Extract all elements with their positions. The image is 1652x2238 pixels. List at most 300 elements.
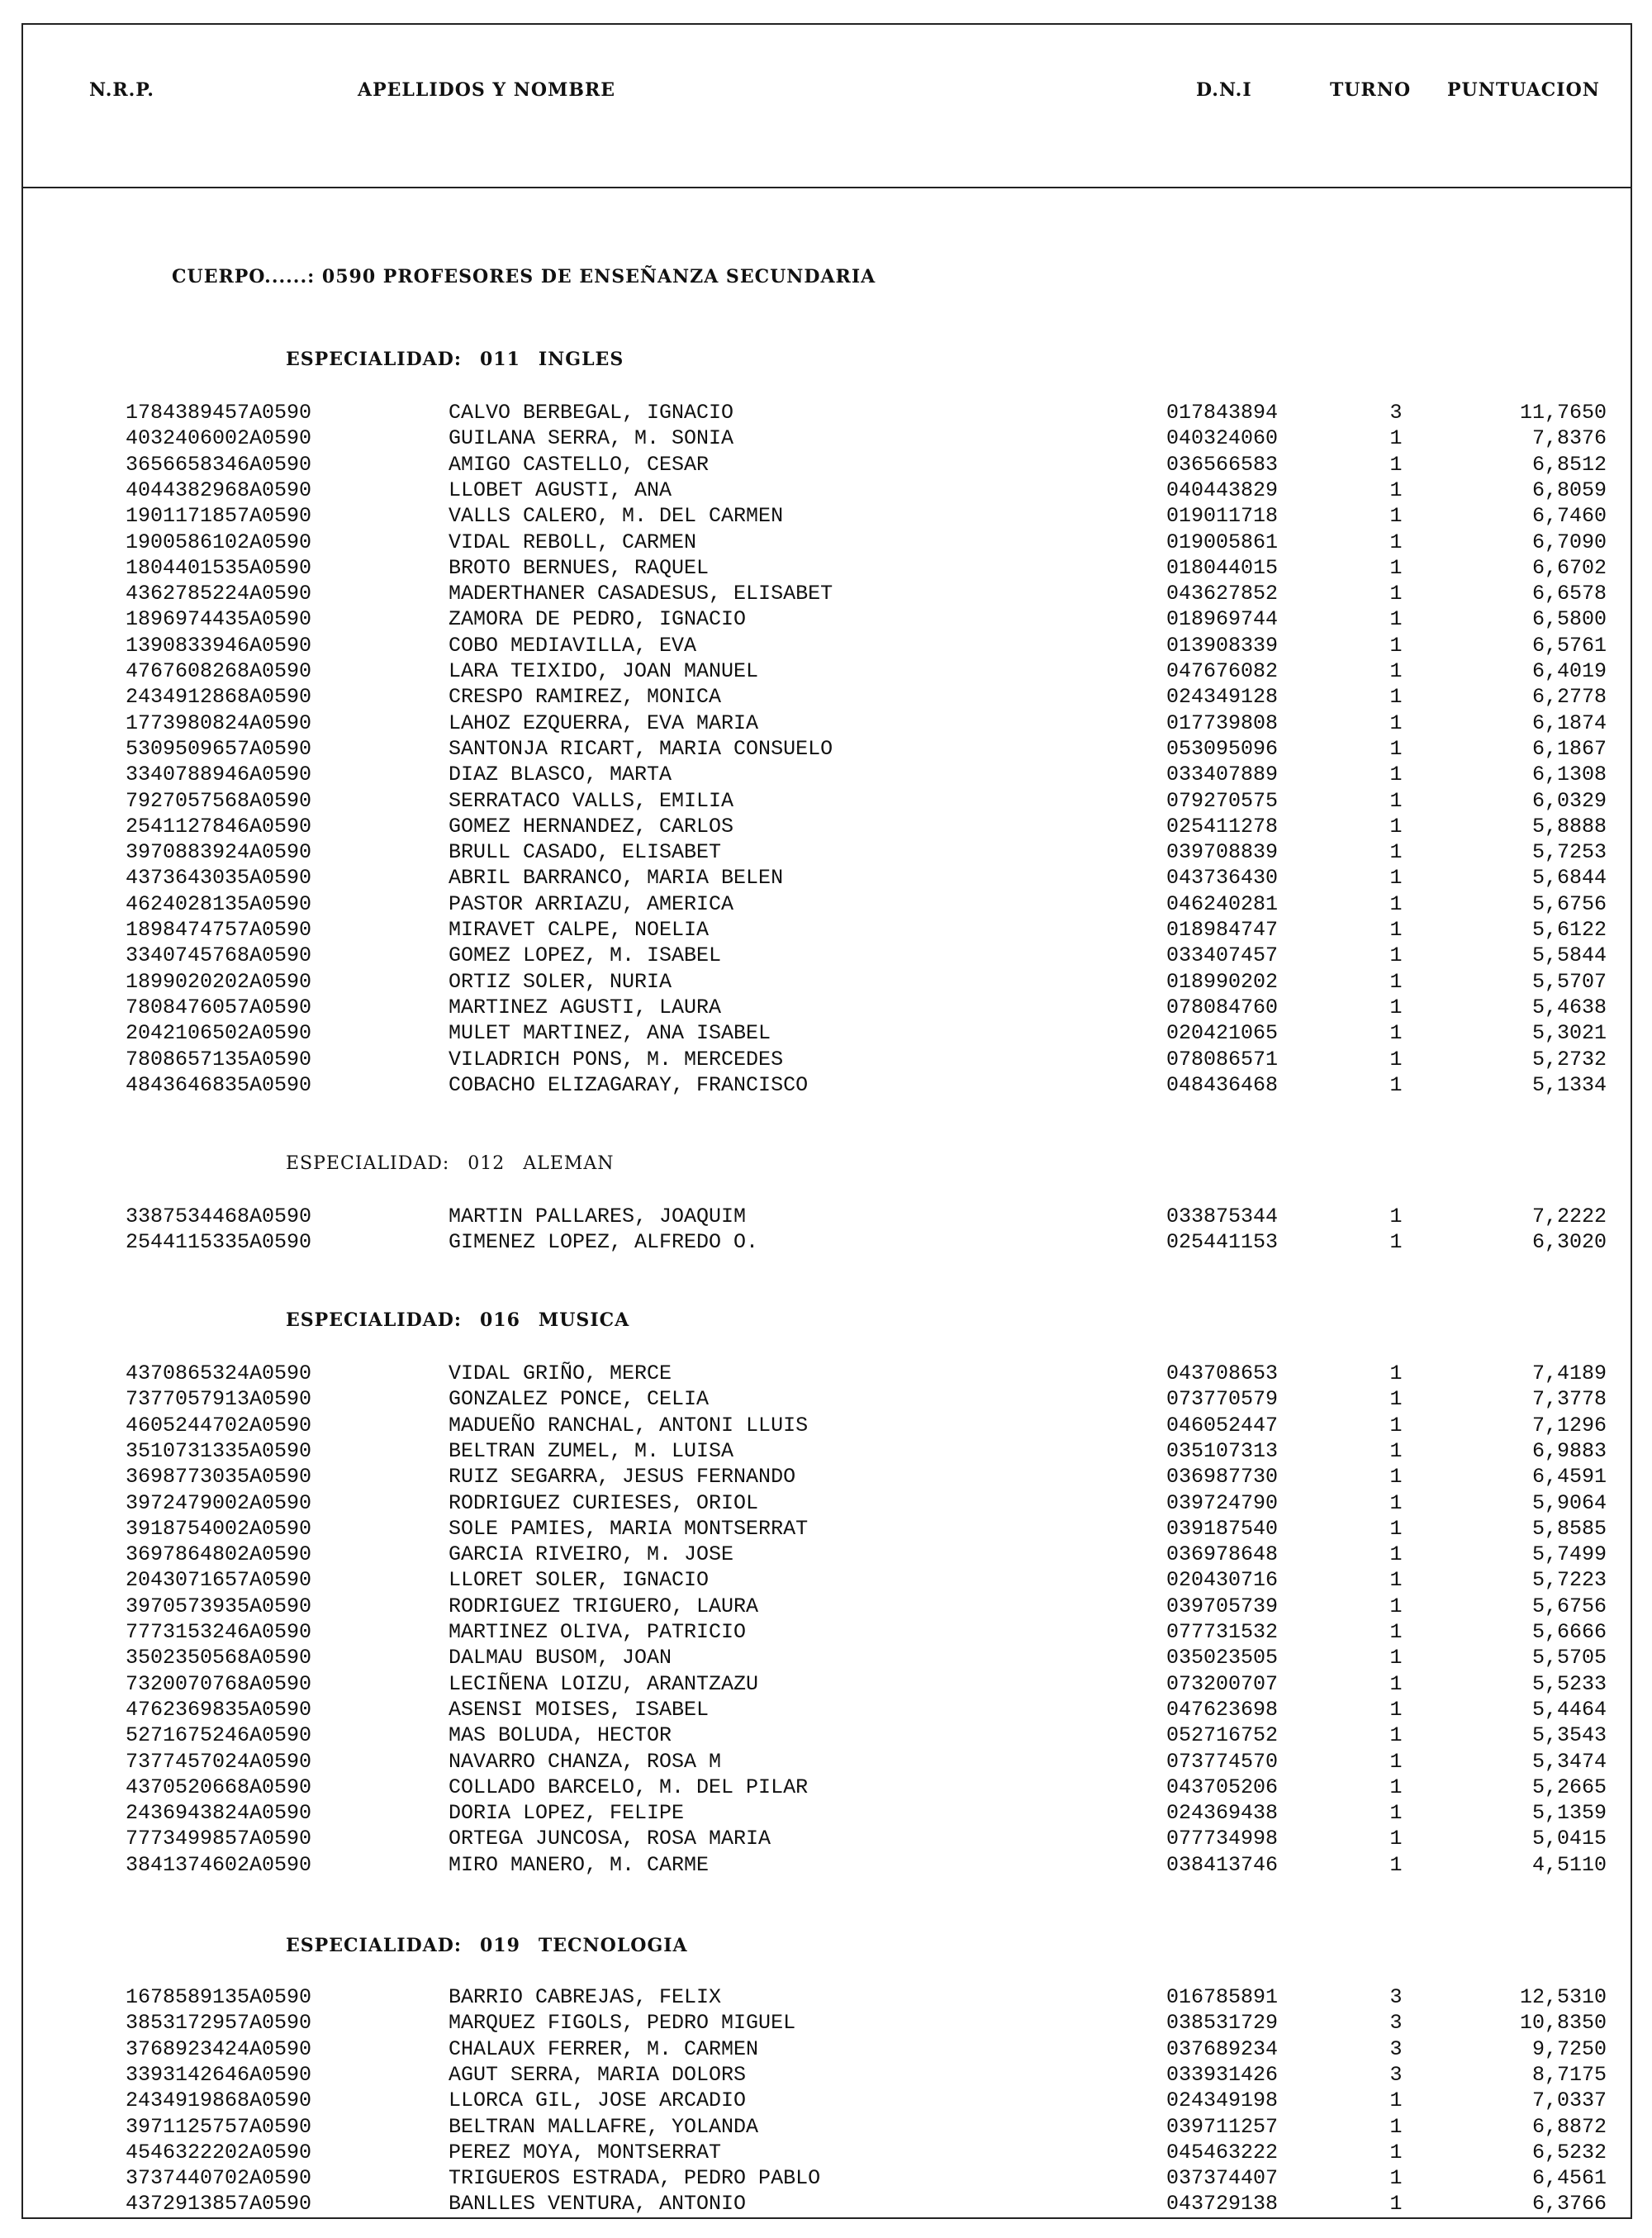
cell-nrp: 3841374602A0590 — [126, 1852, 312, 1877]
cell-turno: 1 — [1389, 659, 1403, 683]
cell-puntuacion: 5,3021 — [1531, 1021, 1607, 1046]
cell-puntuacion: 5,5233 — [1531, 1671, 1607, 1696]
cell-nrp: 3971125757A0590 — [126, 2114, 312, 2139]
cell-turno: 1 — [1389, 1646, 1403, 1670]
cell-turno: 1 — [1389, 1047, 1403, 1071]
cell-nrp: 4044382968A0590 — [126, 478, 312, 502]
cell-nombre: SANTONJA RICART, MARIA CONSUELO — [449, 736, 833, 761]
cell-nrp: 1901171857A0590 — [126, 504, 312, 529]
cell-nombre: ABRIL BARRANCO, MARIA BELEN — [449, 866, 784, 891]
table-row — [0, 2140, 1652, 2165]
cell-nrp: 3970883924A0590 — [126, 840, 312, 865]
cell-nombre: COBO MEDIAVILLA, EVA — [449, 633, 697, 658]
cell-dni: 033875344 — [1166, 1205, 1279, 1228]
cell-puntuacion: 6,5761 — [1531, 633, 1607, 658]
cell-turno: 3 — [1389, 2011, 1403, 2036]
cell-dni: 020421065 — [1166, 1021, 1279, 1046]
cell-nombre: DALMAU BUSOM, JOAN — [449, 1646, 672, 1670]
cell-turno: 1 — [1389, 866, 1403, 891]
cell-nrp: 4373643035A0590 — [126, 866, 312, 891]
cell-nombre: VIDAL GRIÑO, MERCE — [449, 1361, 672, 1385]
cell-nrp: 2541127846A0590 — [126, 814, 312, 839]
cell-puntuacion: 7,0337 — [1531, 2088, 1607, 2113]
cell-nrp: 4767608268A0590 — [126, 659, 312, 683]
cell-puntuacion: 4,5110 — [1531, 1852, 1607, 1877]
cell-puntuacion: 12,5310 — [1519, 1985, 1607, 2009]
table-row — [0, 865, 1652, 891]
cell-turno: 1 — [1389, 840, 1403, 865]
cell-puntuacion: 6,5232 — [1531, 2140, 1607, 2164]
cell-nombre: GONZALEZ PONCE, CELIA — [449, 1387, 710, 1412]
cell-turno: 1 — [1389, 1516, 1403, 1541]
cell-nrp: 4843646835A0590 — [126, 1072, 312, 1097]
cell-turno: 1 — [1389, 1671, 1403, 1696]
cell-puntuacion: 5,7253 — [1531, 840, 1607, 865]
cell-dni: 013908339 — [1166, 633, 1279, 658]
table-row — [0, 1516, 1652, 1542]
table-row — [0, 658, 1652, 684]
cell-nombre: RODRIGUEZ TRIGUERO, LAURA — [449, 1594, 759, 1618]
cell-nombre: LECIÑENA LOIZU, ARANTZAZU — [449, 1671, 759, 1696]
table-row — [0, 503, 1652, 529]
cell-dni: 035107313 — [1166, 1438, 1279, 1463]
especialidad-label: ESPECIALIDAD: — [286, 1935, 462, 1956]
cell-dni: 043627852 — [1166, 582, 1279, 606]
page-frame — [21, 23, 1632, 2219]
cell-turno: 1 — [1389, 1387, 1403, 1412]
cell-puntuacion: 5,6666 — [1531, 1620, 1607, 1644]
cell-puntuacion: 6,0329 — [1531, 788, 1607, 813]
cell-nrp: 1804401535A0590 — [126, 555, 312, 580]
col-header-nrp: N.R.P. — [89, 79, 154, 101]
cell-dni: 048436468 — [1166, 1072, 1279, 1097]
cell-turno: 1 — [1389, 788, 1403, 813]
cell-dni: 046052447 — [1166, 1413, 1279, 1437]
cell-dni: 018990202 — [1166, 969, 1279, 994]
cell-nombre: GUILANA SERRA, M. SONIA — [449, 426, 734, 451]
cell-dni: 047676082 — [1166, 659, 1279, 683]
cell-nrp: 2043071657A0590 — [126, 1568, 312, 1593]
cell-nrp: 3340745768A0590 — [126, 943, 312, 968]
cell-dni: 019005861 — [1166, 530, 1279, 554]
cell-puntuacion: 5,6756 — [1531, 1594, 1607, 1618]
table-row — [0, 969, 1652, 995]
cell-nrp: 4546322202A0590 — [126, 2140, 312, 2164]
cell-nombre: NAVARRO CHANZA, ROSA M — [449, 1749, 722, 1774]
table-row — [0, 684, 1652, 710]
cell-nombre: BANLLES VENTURA, ANTONIO — [449, 2192, 747, 2217]
table-row — [0, 762, 1652, 787]
table-row — [0, 891, 1652, 917]
cell-turno: 1 — [1389, 1542, 1403, 1567]
table-row — [0, 2010, 1652, 2036]
cell-dni: 043705206 — [1166, 1775, 1279, 1799]
cell-nrp: 3510731335A0590 — [126, 1438, 312, 1463]
table-row — [0, 995, 1652, 1020]
especialidad-code: 012 — [468, 1153, 506, 1174]
cell-turno: 1 — [1389, 891, 1403, 916]
cell-turno: 1 — [1389, 1490, 1403, 1515]
cell-turno: 1 — [1389, 1465, 1403, 1490]
cell-nrp: 3340788946A0590 — [126, 763, 312, 787]
cell-nombre: MULET MARTINEZ, ANA ISABEL — [449, 1021, 771, 1046]
cell-turno: 1 — [1389, 633, 1403, 658]
cell-nrp: 3737440702A0590 — [126, 2166, 312, 2191]
cell-dni: 078084760 — [1166, 995, 1279, 1019]
table-row — [0, 736, 1652, 762]
cell-puntuacion: 5,5844 — [1531, 943, 1607, 968]
cell-dni: 018984747 — [1166, 918, 1279, 942]
cell-nombre: PEREZ MOYA, MONTSERRAT — [449, 2140, 722, 2164]
cell-dni: 033931426 — [1166, 2062, 1279, 2087]
cell-nrp: 7808476057A0590 — [126, 995, 312, 1019]
cell-nombre: BELTRAN MALLAFRE, YOLANDA — [449, 2114, 759, 2139]
table-row — [0, 478, 1652, 503]
cell-puntuacion: 6,1874 — [1531, 710, 1607, 735]
cell-nombre: CRESPO RAMIREZ, MONICA — [449, 685, 722, 710]
cell-nombre: LLOBET AGUSTI, ANA — [449, 478, 672, 502]
cell-puntuacion: 7,4189 — [1531, 1361, 1607, 1385]
cell-nrp: 7808657135A0590 — [126, 1047, 312, 1071]
cell-nombre: MAS BOLUDA, HECTOR — [449, 1723, 672, 1748]
especialidad-code: 011 — [479, 349, 520, 370]
especialidad-name: MUSICA — [538, 1309, 630, 1331]
cell-dni: 040443829 — [1166, 478, 1279, 502]
cell-puntuacion: 5,4638 — [1531, 995, 1607, 1019]
cell-turno: 1 — [1389, 1723, 1403, 1748]
cell-dni: 039708839 — [1166, 840, 1279, 865]
cell-dni: 078086571 — [1166, 1047, 1279, 1071]
table-row — [0, 1072, 1652, 1098]
table-row — [0, 606, 1652, 632]
cell-turno: 1 — [1389, 1413, 1403, 1437]
cell-puntuacion: 5,8888 — [1531, 814, 1607, 839]
cell-turno: 1 — [1389, 2088, 1403, 2113]
cell-nombre: ZAMORA DE PEDRO, IGNACIO — [449, 607, 747, 632]
table-row — [0, 839, 1652, 865]
cell-nrp: 2434919868A0590 — [126, 2088, 312, 2113]
cell-dni: 047623698 — [1166, 1697, 1279, 1722]
cell-puntuacion: 5,5705 — [1531, 1646, 1607, 1670]
cell-nombre: CALVO BERBEGAL, IGNACIO — [449, 401, 734, 425]
cell-puntuacion: 6,9883 — [1531, 1438, 1607, 1463]
cell-nrp: 3698773035A0590 — [126, 1465, 312, 1490]
cell-nrp: 4370520668A0590 — [126, 1775, 312, 1799]
table-row — [0, 814, 1652, 839]
cell-turno: 1 — [1389, 1438, 1403, 1463]
cell-turno: 1 — [1389, 1021, 1403, 1046]
cell-dni: 033407889 — [1166, 763, 1279, 787]
cell-nombre: BELTRAN ZUMEL, M. LUISA — [449, 1438, 734, 1463]
cell-nrp: 3853172957A0590 — [126, 2011, 312, 2036]
col-header-turno: TURNO — [1330, 79, 1412, 101]
cell-nombre: CHALAUX FERRER, M. CARMEN — [449, 2036, 759, 2061]
cell-puntuacion: 7,8376 — [1531, 426, 1607, 451]
cell-turno: 1 — [1389, 2114, 1403, 2139]
cell-turno: 1 — [1389, 1568, 1403, 1593]
cell-nombre: COLLADO BARCELO, M. DEL PILAR — [449, 1775, 809, 1799]
cell-puntuacion: 6,4591 — [1531, 1465, 1607, 1490]
table-row — [0, 1020, 1652, 1046]
table-row — [0, 1047, 1652, 1072]
cell-nombre: SERRATACO VALLS, EMILIA — [449, 788, 734, 813]
cell-nombre: MIRO MANERO, M. CARME — [449, 1852, 710, 1877]
table-row — [0, 1438, 1652, 1464]
cell-nrp: 7377457024A0590 — [126, 1749, 312, 1774]
cell-puntuacion: 5,4464 — [1531, 1697, 1607, 1722]
cell-nombre: LARA TEIXIDO, JOAN MANUEL — [449, 659, 759, 683]
cell-nombre: GOMEZ LOPEZ, M. ISABEL — [449, 943, 722, 968]
cell-nrp: 7773499857A0590 — [126, 1827, 312, 1851]
cell-turno: 1 — [1389, 555, 1403, 580]
table-row — [0, 1490, 1652, 1516]
cell-nrp: 3972479002A0590 — [126, 1490, 312, 1515]
table-row — [0, 2165, 1652, 2191]
table-row — [0, 710, 1652, 736]
cell-nombre: GIMENEZ LOPEZ, ALFREDO O. — [449, 1230, 759, 1255]
table-row — [0, 1800, 1652, 1826]
table-row — [0, 1984, 1652, 2010]
cell-puntuacion: 5,9064 — [1531, 1490, 1607, 1515]
table-row — [0, 1852, 1652, 1878]
cell-nombre: LAHOZ EZQUERRA, EVA MARIA — [449, 710, 759, 735]
cell-puntuacion: 5,7499 — [1531, 1542, 1607, 1567]
cell-puntuacion: 6,3766 — [1531, 2192, 1607, 2217]
table-row — [0, 555, 1652, 581]
table-row — [0, 1645, 1652, 1670]
especialidad-label: ESPECIALIDAD: — [286, 1153, 450, 1174]
cell-turno: 1 — [1389, 995, 1403, 1019]
table-row — [0, 581, 1652, 606]
cell-turno: 1 — [1389, 607, 1403, 632]
cell-nrp: 1899020202A0590 — [126, 969, 312, 994]
cell-turno: 1 — [1389, 1620, 1403, 1644]
cell-nombre: DORIA LOPEZ, FELIPE — [449, 1801, 685, 1826]
especialidad-label: ESPECIALIDAD: — [286, 1309, 462, 1331]
table-row — [0, 2191, 1652, 2217]
cell-dni: 035023505 — [1166, 1646, 1279, 1670]
cell-puntuacion: 6,8512 — [1531, 452, 1607, 477]
cell-nrp: 5309509657A0590 — [126, 736, 312, 761]
cell-turno: 1 — [1389, 426, 1403, 451]
cell-dni: 019011718 — [1166, 504, 1279, 529]
cell-puntuacion: 10,8350 — [1519, 2011, 1607, 2036]
cell-dni: 052716752 — [1166, 1723, 1279, 1748]
cell-dni: 040324060 — [1166, 426, 1279, 451]
cell-dni: 018969744 — [1166, 607, 1279, 632]
cell-nombre: GARCIA RIVEIRO, M. JOSE — [449, 1542, 734, 1567]
cell-nombre: AGUT SERRA, MARIA DOLORS — [449, 2062, 747, 2087]
cell-nombre: AMIGO CASTELLO, CESAR — [449, 452, 710, 477]
cell-dni: 017843894 — [1166, 401, 1279, 425]
cell-nombre: MARTINEZ OLIVA, PATRICIO — [449, 1620, 747, 1644]
cell-turno: 1 — [1389, 2166, 1403, 2191]
cell-turno: 1 — [1389, 736, 1403, 761]
cell-turno: 3 — [1389, 2062, 1403, 2087]
cell-puntuacion: 6,8059 — [1531, 478, 1607, 502]
table-row — [0, 1619, 1652, 1645]
cell-turno: 1 — [1389, 2192, 1403, 2217]
cell-puntuacion: 5,6756 — [1531, 891, 1607, 916]
cell-puntuacion: 7,2222 — [1531, 1205, 1607, 1228]
cell-puntuacion: 5,3474 — [1531, 1749, 1607, 1774]
especialidad-code: 019 — [479, 1935, 520, 1956]
cell-dni: 036987730 — [1166, 1465, 1279, 1490]
cell-dni: 038413746 — [1166, 1852, 1279, 1877]
cell-puntuacion: 5,6122 — [1531, 918, 1607, 942]
cell-nombre: LLORET SOLER, IGNACIO — [449, 1568, 710, 1593]
cell-puntuacion: 5,6844 — [1531, 866, 1607, 891]
header-divider — [21, 187, 1632, 188]
cell-nombre: COBACHO ELIZAGARAY, FRANCISCO — [449, 1072, 809, 1097]
cell-puntuacion: 6,2778 — [1531, 685, 1607, 710]
cell-nrp: 5271675246A0590 — [126, 1723, 312, 1748]
cell-nrp: 4372913857A0590 — [126, 2192, 312, 2217]
cell-dni: 053095096 — [1166, 736, 1279, 761]
cell-puntuacion: 6,6702 — [1531, 555, 1607, 580]
cell-nrp: 3918754002A0590 — [126, 1516, 312, 1541]
cell-nrp: 4032406002A0590 — [126, 426, 312, 451]
cell-dni: 020430716 — [1166, 1568, 1279, 1593]
table-row — [0, 2036, 1652, 2062]
cell-dni: 037689234 — [1166, 2036, 1279, 2061]
cell-dni: 046240281 — [1166, 891, 1279, 916]
cell-nrp: 2436943824A0590 — [126, 1801, 312, 1826]
table-row — [0, 1542, 1652, 1567]
cell-puntuacion: 11,7650 — [1519, 401, 1607, 425]
table-row — [0, 943, 1652, 968]
cell-dni: 025441153 — [1166, 1230, 1279, 1255]
cell-turno: 1 — [1389, 2140, 1403, 2164]
cell-nrp: 3697864802A0590 — [126, 1542, 312, 1567]
cell-nrp: 1390833946A0590 — [126, 633, 312, 658]
table-row — [0, 788, 1652, 814]
especialidad-name: INGLES — [538, 349, 624, 370]
cell-dni: 037374407 — [1166, 2166, 1279, 2191]
cell-puntuacion: 5,5707 — [1531, 969, 1607, 994]
table-row — [0, 1671, 1652, 1697]
table-row — [0, 452, 1652, 478]
cell-turno: 1 — [1389, 1827, 1403, 1851]
table-row — [0, 1413, 1652, 1438]
cell-dni: 043708653 — [1166, 1361, 1279, 1385]
cell-puntuacion: 5,8585 — [1531, 1516, 1607, 1541]
cell-puntuacion: 6,3020 — [1531, 1230, 1607, 1255]
cell-nombre: BROTO BERNUES, RAQUEL — [449, 555, 710, 580]
table-row — [0, 2088, 1652, 2113]
table-row — [0, 1464, 1652, 1490]
cell-puntuacion: 8,7175 — [1531, 2062, 1607, 2087]
table-row — [0, 1722, 1652, 1748]
table-row — [0, 2062, 1652, 2088]
cell-dni: 043729138 — [1166, 2192, 1279, 2217]
cell-puntuacion: 5,0415 — [1531, 1827, 1607, 1851]
col-header-nombre: APELLIDOS Y NOMBRE — [358, 79, 616, 101]
cell-turno: 1 — [1389, 452, 1403, 477]
cell-puntuacion: 6,4019 — [1531, 659, 1607, 683]
cell-turno: 1 — [1389, 918, 1403, 942]
cell-turno: 1 — [1389, 1775, 1403, 1799]
cell-nombre: MIRAVET CALPE, NOELIA — [449, 918, 710, 942]
table-row — [0, 530, 1652, 555]
cell-turno: 3 — [1389, 1985, 1403, 2009]
especialidad-label: ESPECIALIDAD: — [286, 349, 462, 370]
cell-nrp: 4605244702A0590 — [126, 1413, 312, 1437]
especialidad-name: TECNOLOGIA — [538, 1935, 688, 1956]
cell-dni: 073774570 — [1166, 1749, 1279, 1774]
cell-dni: 038531729 — [1166, 2011, 1279, 2036]
col-header-dni: D.N.I — [1196, 79, 1252, 101]
cell-nrp: 7320070768A0590 — [126, 1671, 312, 1696]
cell-turno: 1 — [1389, 1852, 1403, 1877]
cell-dni: 016785891 — [1166, 1985, 1279, 2009]
col-header-puntuacion: PUNTUACION — [1447, 79, 1600, 101]
cell-dni: 043736430 — [1166, 866, 1279, 891]
especialidad-header-012 — [286, 1152, 615, 1176]
cell-turno: 1 — [1389, 1205, 1403, 1228]
cell-puntuacion: 5,7223 — [1531, 1568, 1607, 1593]
cell-puntuacion: 6,7090 — [1531, 530, 1607, 554]
cell-nrp: 3656658346A0590 — [126, 452, 312, 477]
cell-turno: 1 — [1389, 478, 1403, 502]
cell-puntuacion: 5,1334 — [1531, 1072, 1607, 1097]
table-row — [0, 1826, 1652, 1851]
table-row — [0, 1361, 1652, 1386]
cell-turno: 1 — [1389, 1594, 1403, 1618]
cell-nombre: PASTOR ARRIAZU, AMERICA — [449, 891, 734, 916]
cell-dni: 036978648 — [1166, 1542, 1279, 1567]
cell-dni: 039711257 — [1166, 2114, 1279, 2139]
cell-dni: 036566583 — [1166, 452, 1279, 477]
cell-nrp: 4762369835A0590 — [126, 1697, 312, 1722]
cell-nombre: GOMEZ HERNANDEZ, CARLOS — [449, 814, 734, 839]
cell-turno: 3 — [1389, 2036, 1403, 2061]
table-row — [0, 633, 1652, 658]
cell-turno: 1 — [1389, 582, 1403, 606]
cell-nrp: 3502350568A0590 — [126, 1646, 312, 1670]
cell-puntuacion: 6,1867 — [1531, 736, 1607, 761]
cell-nombre: DIAZ BLASCO, MARTA — [449, 763, 672, 787]
cell-nombre: BARRIO CABREJAS, FELIX — [449, 1985, 722, 2009]
cell-turno: 1 — [1389, 1801, 1403, 1826]
cell-dni: 077734998 — [1166, 1827, 1279, 1851]
cell-puntuacion: 7,1296 — [1531, 1413, 1607, 1437]
table-row — [0, 1567, 1652, 1593]
cell-turno: 1 — [1389, 943, 1403, 968]
cell-puntuacion: 5,2732 — [1531, 1047, 1607, 1071]
table-row — [0, 1749, 1652, 1775]
cell-nombre: VILADRICH PONS, M. MERCEDES — [449, 1047, 784, 1071]
especialidad-name: ALEMAN — [523, 1153, 615, 1174]
cell-nombre: RODRIGUEZ CURIESES, ORIOL — [449, 1490, 759, 1515]
cell-nrp: 4624028135A0590 — [126, 891, 312, 916]
cell-nrp: 2042106502A0590 — [126, 1021, 312, 1046]
cell-turno: 1 — [1389, 1361, 1403, 1385]
cell-nrp: 7377057913A0590 — [126, 1387, 312, 1412]
table-row — [0, 1386, 1652, 1412]
table-row — [0, 917, 1652, 943]
table-row — [0, 425, 1652, 451]
cell-dni: 039705739 — [1166, 1594, 1279, 1618]
cell-nombre: VALLS CALERO, M. DEL CARMEN — [449, 504, 784, 529]
table-row — [0, 1775, 1652, 1800]
cell-nombre: TRIGUEROS ESTRADA, PEDRO PABLO — [449, 2166, 821, 2191]
cell-puntuacion: 6,5800 — [1531, 607, 1607, 632]
cell-nrp: 3393142646A0590 — [126, 2062, 312, 2087]
cell-dni: 039187540 — [1166, 1516, 1279, 1541]
cell-nombre: RUIZ SEGARRA, JESUS FERNANDO — [449, 1465, 796, 1490]
cell-puntuacion: 6,4561 — [1531, 2166, 1607, 2191]
